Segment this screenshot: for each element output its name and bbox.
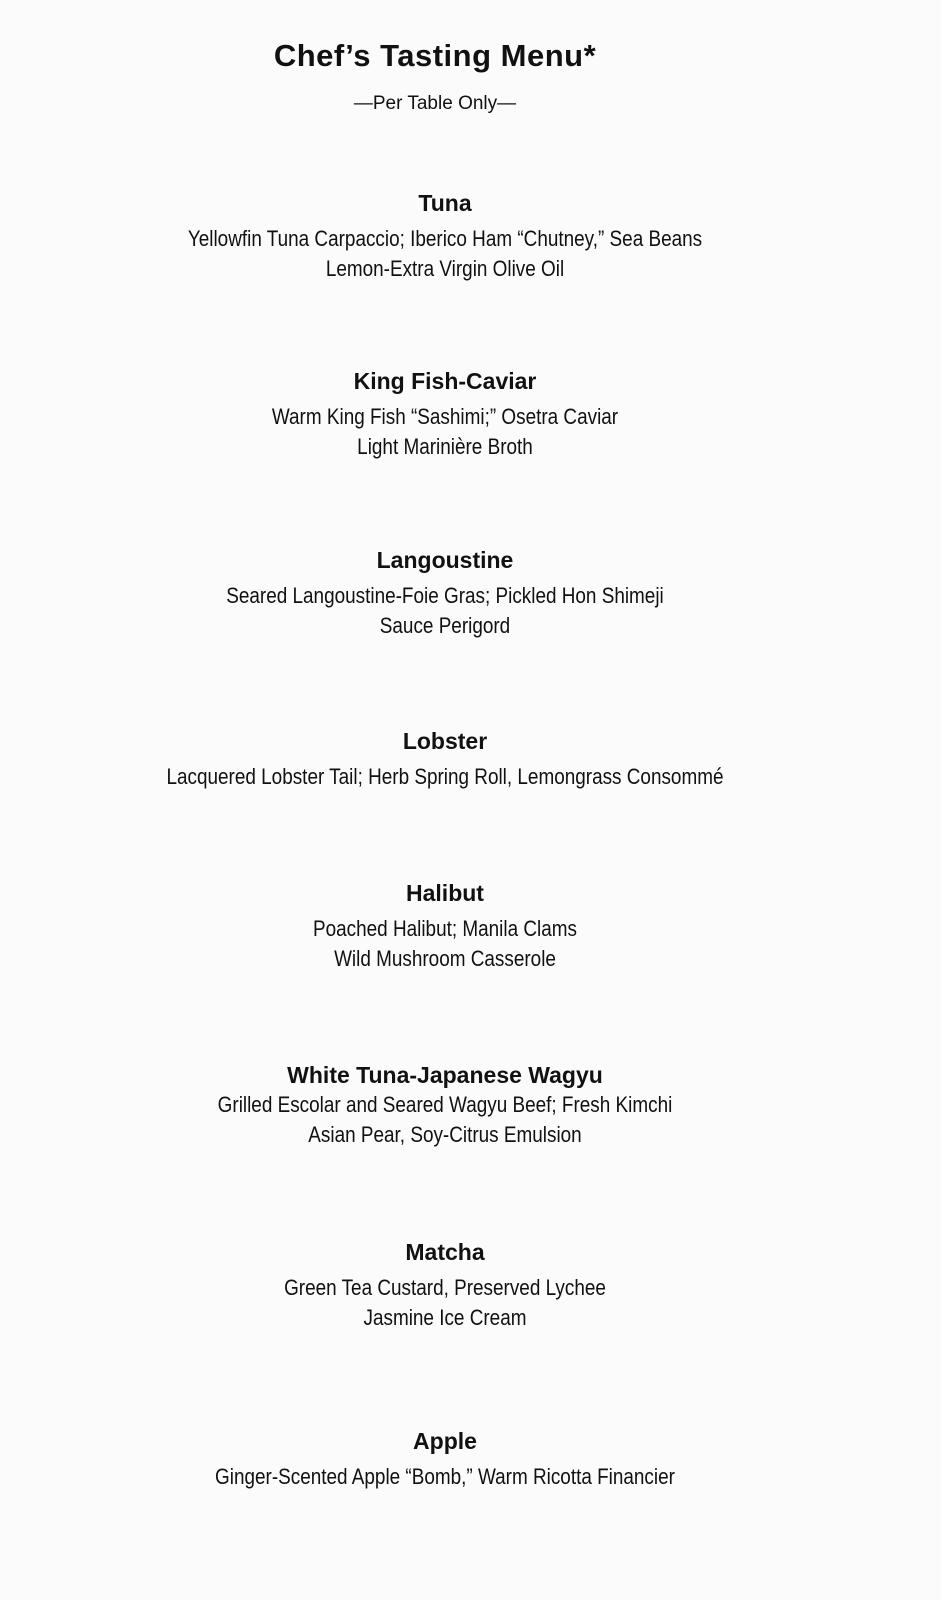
course-name: King Fish-Caviar [353, 368, 537, 394]
course-lobster [0, 726, 890, 792]
course-description: Green Tea Custard, Preserved Lychee [284, 1275, 606, 1300]
course-white-tuna-japanese-wagyu [0, 1060, 890, 1150]
course-tuna [0, 188, 890, 284]
course-description: Lemon-Extra Virgin Olive Oil [325, 256, 565, 281]
course-description: Seared Langoustine-Foie Gras; Pickled Hon Shimeji [226, 583, 664, 608]
course-description: Light Marinière Broth [357, 434, 533, 459]
course-description: Warm King Fish “Sashimi;” Osetra Caviar [271, 404, 619, 429]
course-description: Sauce Perigord [379, 613, 511, 638]
course-description: Asian Pear, Soy-Citrus Emulsion [308, 1122, 582, 1147]
course-name: Apple [413, 1428, 477, 1454]
menu-subtitle: —Per Table Only— [353, 93, 517, 114]
course-matcha [0, 1237, 890, 1333]
course-description: Poached Halibut; Manila Clams [313, 916, 577, 941]
course-name: Matcha [405, 1239, 485, 1265]
menu-title: Chef’s Tasting Menu* [273, 38, 597, 73]
course-halibut [0, 878, 890, 974]
course-description: Jasmine Ice Cream [363, 1305, 527, 1330]
course-name: Halibut [406, 880, 484, 906]
course-description: Wild Mushroom Casserole [334, 946, 556, 971]
course-langoustine [0, 545, 890, 641]
course-apple [0, 1426, 890, 1492]
course-name: Tuna [418, 190, 472, 216]
course-description: Yellowfin Tuna Carpaccio; Iberico Ham “Chutney,” Sea Beans [187, 226, 703, 251]
course-name: White Tuna-Japanese Wagyu [287, 1062, 603, 1088]
course-name: Langoustine [376, 547, 514, 573]
course-description: Grilled Escolar and Seared Wagyu Beef; Fresh Kimchi [217, 1092, 673, 1117]
course-description: Lacquered Lobster Tail; Herb Spring Roll, Lemongrass Consommé [166, 764, 724, 789]
course-king-fish-caviar [0, 366, 890, 462]
course-name: Lobster [402, 728, 488, 754]
course-description: Ginger-Scented Apple “Bomb,” Warm Ricotta Financier [215, 1464, 675, 1489]
